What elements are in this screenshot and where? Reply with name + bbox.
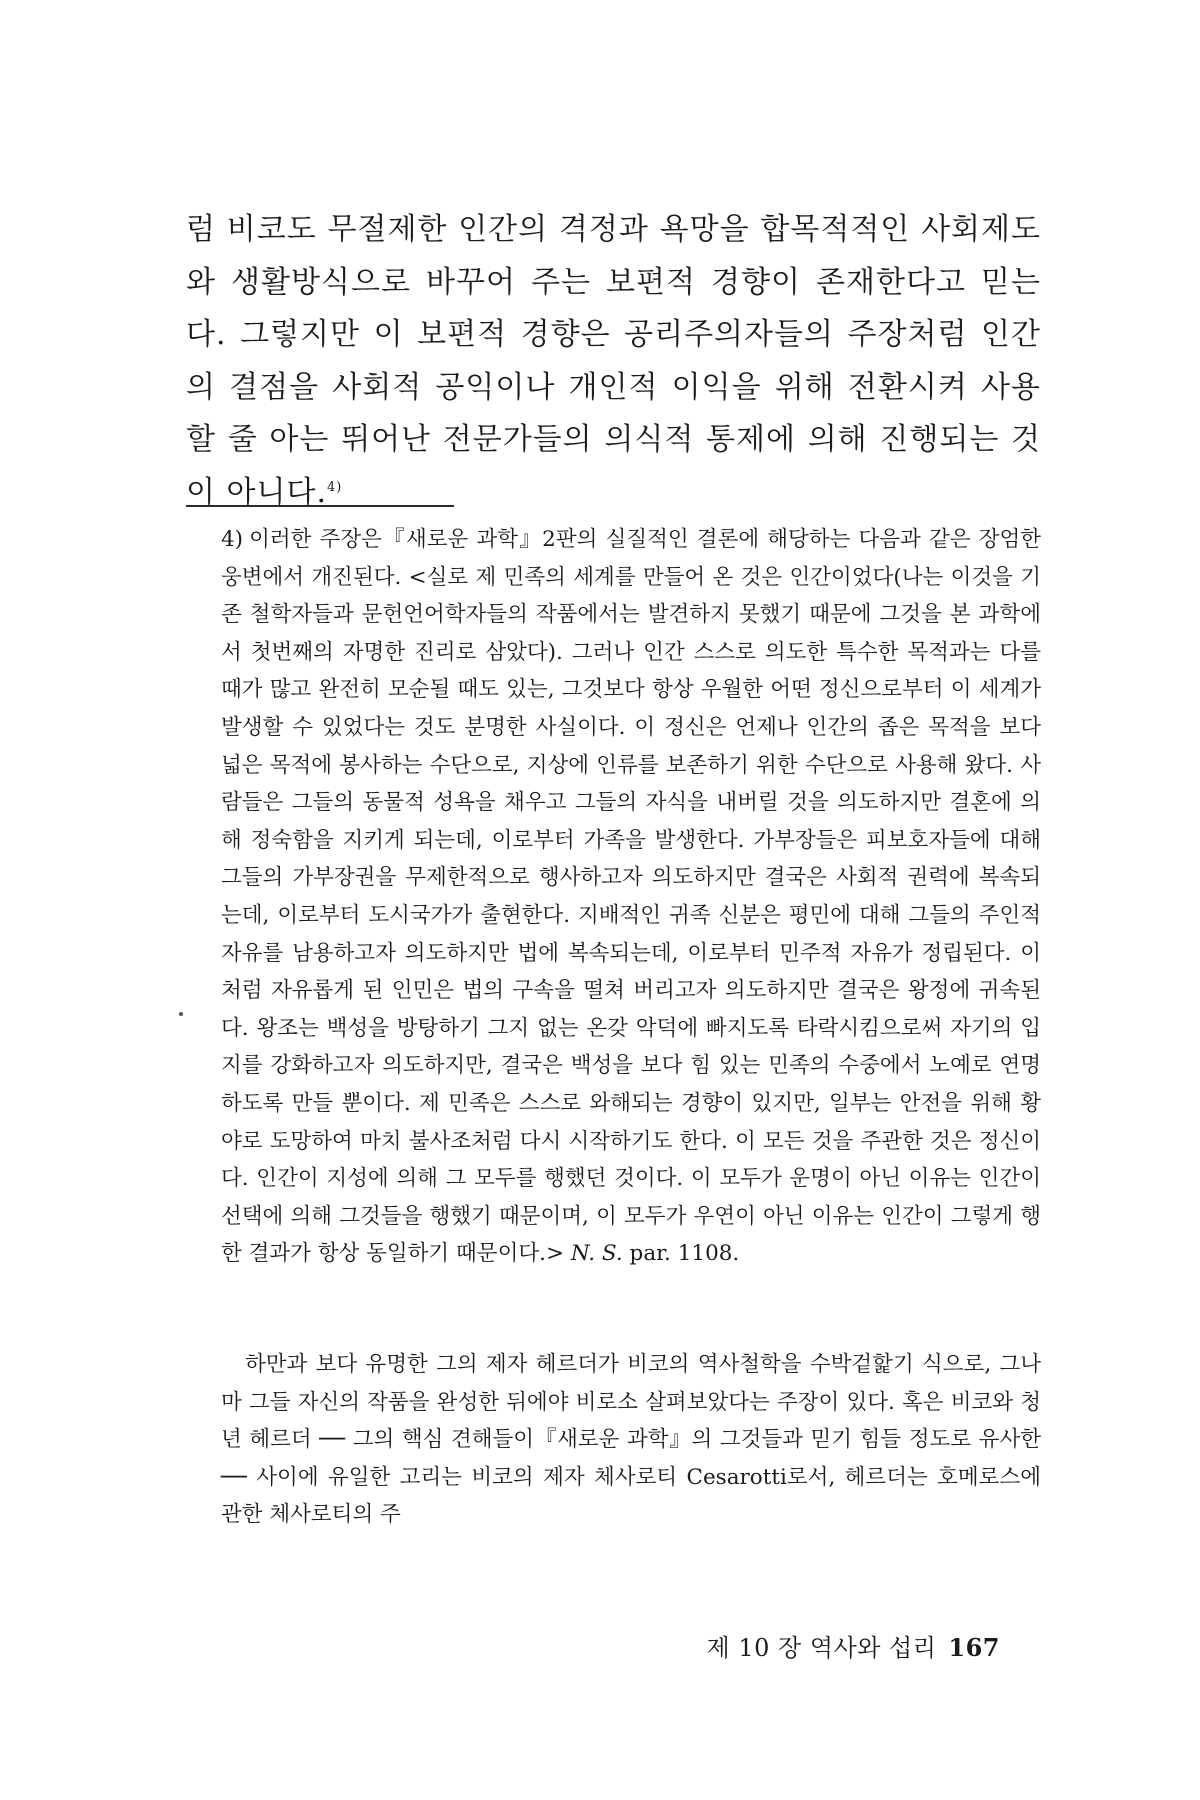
main-paragraph-text: 럼 비코도 무절제한 인간의 격정과 욕망을 합목적적인 사회제도와 생활방식으로 바꾸어 주는 보편적 경향이 존재한다고 믿는다. 그렇지만 이 보편적 경향은 공리주의자들의 주장처럼 인간의 결점을 사회적 공익이나 개인적 이익을 위해 전환시켜 사용할 줄 아는 뛰어난 전문가들의 의식적 통제에 의해 진행되는 것이 아니다. xyxy=(186,212,1041,510)
footnote-4 xyxy=(221,521,1041,1273)
continuation-text: 하만과 보다 유명한 그의 제자 헤르더가 비코의 역사철학을 수박겉핥기 식으로, 그나마 그들 자신의 작품을 완성한 뒤에야 비로소 살펴보았다는 주장이 있다. 혹은 비코와 청년 헤르더 ── 그의 핵심 견해들이『새로운 과학』의 그것들과 믿기 힘들 정도로 유사한 ── 사이에 유일한 고리는 비코의 제자 체사로티 Cesarotti로서, 헤르더는 호메로스에 관한 체사로티의 주 xyxy=(221,1352,1041,1528)
running-footer xyxy=(707,1628,1000,1663)
citation-source: N. S. xyxy=(570,1241,623,1267)
footnote-continuation xyxy=(221,1346,1041,1534)
footnote-reference: 4) xyxy=(327,479,343,495)
footnote-marker: 4) xyxy=(221,527,244,552)
citation-paragraph: par. 1108. xyxy=(622,1241,740,1267)
footnote-divider xyxy=(186,505,454,507)
chapter-title: 제 10 장 역사와 섭리 xyxy=(706,1634,937,1662)
page-number: 167 xyxy=(948,1633,1000,1662)
scan-speck xyxy=(179,1012,183,1016)
footnote-text: 이러한 주장은『새로운 과학』2판의 실질적인 결론에 해당하는 다음과 같은 장엄한 웅변에서 개진된다. <실로 제 민족의 세계를 만들어 온 것은 인간이었다(나는 이것을 기존 철학자들과 문헌언어학자들의 작품에서는 발견하지 못했기 때문에 그것을 본 과학에서 첫번째의 자명한 진리로 삼았다). 그러나 인간 스스로 의도한 특수한 목적과는 다를 때가 많고 완전히 모순될 때도 있는, 그것보다 항상 우월한 어떤 정신으로부터 이 세계가 발생할 수 있었다는 것도 분명한 사실이다. 이 정신은 언제나 인간의 좁은 목적을 보다 넓은 목적에 봉사하는 수단으로, 지상에 인류를 보존하기 위한 수단으로 사용해 왔다. 사람들은 그들의 동물적 성욕을 채우고 그들의 자식을 내버릴 것을 의도하지만 결혼에 의해 정숙함을 지키게 되는데, 이로부터 가족을 발생한다. 가부장들은 피보호자들에 대해 그들의 가부장권을 무제한적으로 행사하고자 의도하지만 결국은 사회적 권력에 복속되는데, 이로부터 도시국가가 출현한다. 지배적인 귀족 신분은 평민에 대해 그들의 주인적 자유를 남용하고자 의도하지만 법에 복속되는데, 이로부터 민주적 자유가 정립된다. 이처럼 자유롭게 된 인민은 법의 구속을 떨쳐 버리고자 의도하지만 결국은 왕정에 귀속된다. 왕조는 백성을 방탕하기 그지 없는 온갖 악덕에 빠지도록 타락시킴으로써 자기의 입지를 강화하고자 의도하지만, 결국은 백성을 보다 힘 있는 민족의 수중에서 노예로 연명하도록 만들 뿐이다. 제 민족은 스스로 와해되는 경향이 있지만, 일부는 안전을 위해 황야로 도망하여 마치 불사조처럼 다시 시작하기도 한다. 이 모든 것을 주관한 것은 정신이다. 인간이 지성에 의해 그 모두를 행했던 것이다. 이 모두가 운명이 아닌 이유는 인간이 선택에 의해 그것들을 행했기 때문이며, 이 모두가 우연이 아닌 이유는 인간이 그렇게 행한 결과가 항상 동일하기 때문이다.> xyxy=(221,527,1041,1267)
main-paragraph xyxy=(186,204,1041,519)
